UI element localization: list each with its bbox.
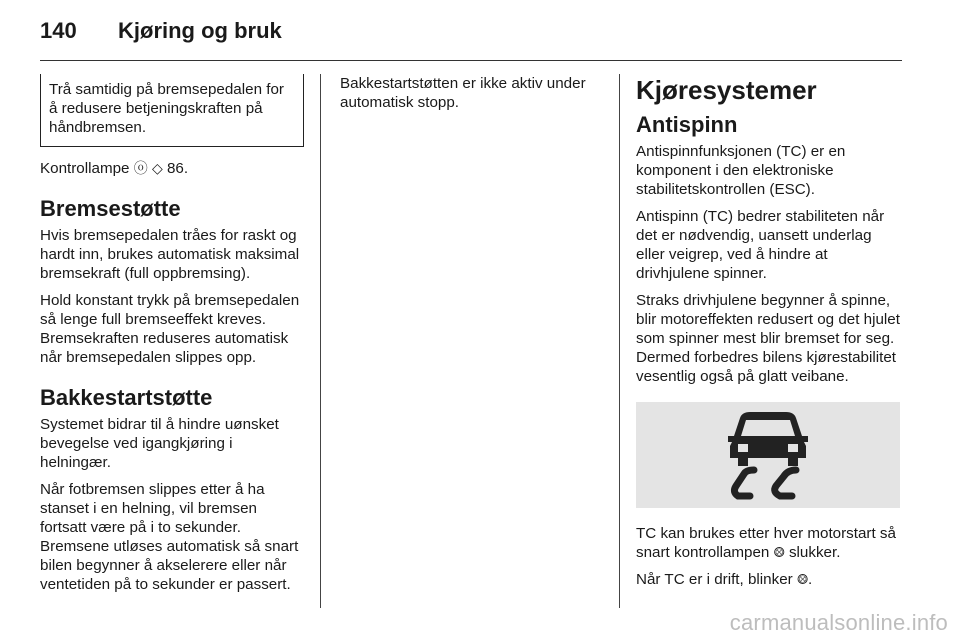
hill-start-p1: Systemet bidrar til å hindre uønsket bevegelse ved igangkjøring i helningær.: [40, 416, 279, 471]
tc-p4: TC kan brukes etter hver motorstart så snart kontrollampen ⨷ slukker.: [636, 525, 896, 561]
traction-control-lamp-icon-2: ⨷: [796, 571, 809, 587]
heading-driving-systems: Kjøresystemer: [636, 75, 817, 105]
header-rule: [40, 60, 902, 61]
page-title: Kjøring og bruk: [118, 18, 282, 43]
tc-p5: Når TC er i drift, blinker ⨷.: [636, 571, 813, 588]
heading-traction-control: Antispinn: [636, 112, 738, 137]
lamp-reference: Kontrollampe ⓞ ◇ 86.: [40, 160, 189, 177]
brake-assist-p2: Hold konstant trykk på bremsepedalen så lenge full bremseeffekt kreves. Bremsekraften reduseres automatisk når bremsepedalen slippes opp.: [40, 292, 300, 366]
tc-p1: Antispinnfunksjonen (TC) er en komponent i den elektroniske stabilitetskontrollen (ESC).: [636, 143, 846, 198]
column-3: [636, 74, 904, 597]
traction-control-figure: [636, 402, 900, 508]
tc-p2: Antispinn (TC) bedrer stabiliteten når det er nødvendig, uansett underlag eller veigrep, ved å hindre at drivhjulene spinner.: [636, 208, 885, 282]
tc-p3: Straks drivhjulene begynner å spinne, blir motoreffekten redusert og det hjulet som spinner mest blir bremset for seg. Dermed forbedres bilens kjørestabilitet vesentlig også på glatt veibane.: [636, 292, 900, 385]
note-box: [40, 74, 304, 147]
hill-start-note: Bakkestartstøtten er ikke aktiv under automatisk stopp.: [340, 75, 586, 111]
heading-brake-assist: Bremsestøtte: [40, 196, 181, 221]
hill-start-p2: Når fotbremsen slippes etter å ha stanset i en helning, vil bremsen fortsatt være på i to sekunder. Bremsene utløses automatisk så snart bilen begynner å akselerere eller når ventetiden på to sekunder er passert.: [40, 481, 299, 593]
traction-control-icon: [722, 408, 814, 502]
column-1: [40, 74, 304, 602]
page-ref-icon: ◇: [151, 160, 163, 176]
column-2: [340, 74, 604, 120]
heading-hill-start: Bakkestartstøtte: [40, 385, 213, 410]
note-text: Trå samtidig på bremsepedalen for å redusere betjeningskraften på håndbremsen.: [49, 81, 284, 136]
page-number: 140: [40, 18, 77, 43]
watermark: carmanualsonline.info: [729, 610, 948, 635]
traction-control-lamp-icon: ⨷: [773, 544, 785, 560]
column-divider-2: [619, 74, 620, 608]
column-divider-1: [320, 74, 321, 608]
brake-assist-p1: Hvis bremsepedalen tråes for raskt og hardt inn, brukes automatisk maksimal bremsekraft (full oppbremsing).: [40, 227, 300, 282]
brake-lamp-icon: ⓞ: [133, 160, 148, 176]
